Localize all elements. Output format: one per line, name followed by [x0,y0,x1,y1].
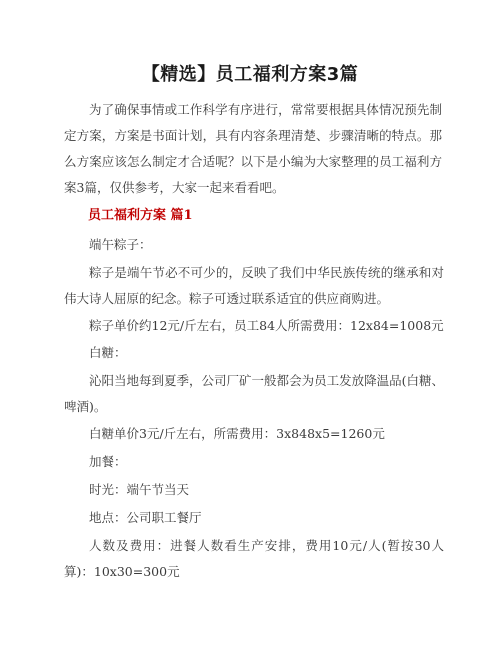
paragraph-zongzi-cost: 粽子单价约12元/斤左右，员工84人所需费用：12x84=1008元 [89,318,444,333]
paragraph-meal-heading: 加餐： [89,454,127,469]
paragraph-sugar-cost: 白糖单价3元/斤左右，所需费用：3x848x5=1260元 [89,426,385,441]
intro-paragraph: 为了确保事情或工作科学有序进行，常常要根据具体情况预先制定方案，方案是书面计划，具有内容条理清楚、步骤清晰的特点。那么方案应该怎么制定才合适呢？以下是小编为大家整理的员工福利方案3篇，仅供参考，大家一起来看看吧。 [64,102,442,195]
paragraph-sugar-heading: 白糖： [89,345,127,360]
section-heading: 员工福利方案 篇1 [88,208,193,223]
paragraph-zongzi-heading: 端午粽子： [89,237,152,252]
document-title: 【精选】员工福利方案3篇 [141,64,359,85]
paragraph-meal-place: 地点：公司职工餐厅 [89,510,202,525]
paragraph-meal-time: 时光：端午节当天 [89,482,190,497]
paragraph-sugar-desc: 沁阳当地每到夏季，公司厂矿一般都会为员工发放降温品(白糖、啤酒)。 [64,373,444,414]
paragraph-zongzi-desc: 粽子是端午节必不可少的，反映了我们中华民族传统的继承和对伟大诗人屈原的纪念。粽子可透过联系适宜的供应商购进。 [64,265,444,306]
paragraph-meal-cost: 人数及费用：进餐人数看生产安排，费用10元/人(暂按30人算)：10x30=300元 [64,538,444,579]
